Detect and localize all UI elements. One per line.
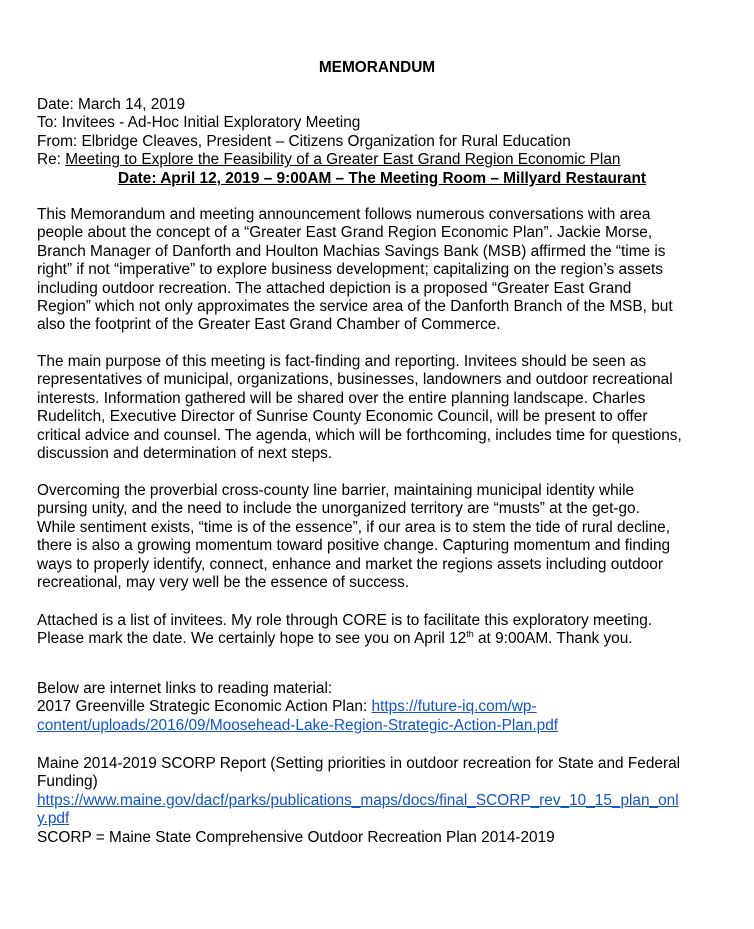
p1-line: including outdoor recreation. The attached depiction is a proposed “Greater East Grand <box>37 279 632 297</box>
scorp-label-cont: Funding) <box>37 773 98 791</box>
p1-line: Branch Manager of Danforth and Houlton Machias Savings Bank (MSB) affirmed the “time is <box>37 242 666 260</box>
greenville-entry-cont <box>37 717 727 735</box>
links-intro: Below are internet links to reading material: <box>37 680 333 697</box>
scorp-link-cont[interactable]: y.pdf <box>37 810 70 828</box>
memo-from: From: Elbridge Cleaves, President – Citizens Organization for Rural Education <box>37 132 571 150</box>
p1-line: also the footprint of the Greater East Grand Chamber of Commerce. <box>37 316 501 334</box>
p1-line: This Memorandum and meeting announcement follows numerous conversations with area <box>37 206 651 223</box>
greenville-label: 2017 Greenville Strategic Economic Action Plan: <box>37 698 372 716</box>
scorp-link-line <box>37 792 727 810</box>
p4-line <box>37 630 727 648</box>
p3-line: there is also a growing momentum toward positive change. Capturing momentum and finding <box>37 537 671 555</box>
p4-text: at 9:00AM. Thank you. <box>473 630 633 648</box>
memo-title: MEMORANDUM <box>318 59 436 76</box>
scorp-label: Maine 2014-2019 SCORP Report (Setting priorities in outdoor recreation for State and Federal <box>37 755 681 772</box>
re-prefix: Re: <box>37 151 66 169</box>
greenville-link-cont[interactable]: content/uploads/2016/09/Moosehead-Lake-Region-Strategic-Action-Plan.pdf <box>37 716 559 734</box>
p3-line: While sentiment exists, “time is of the essence”, if our area is to stem the tide of rural decline, <box>37 518 670 536</box>
paragraph-3 <box>37 482 727 592</box>
greenville-link[interactable]: https://future-iq.com/wp- <box>371 698 537 716</box>
paragraph-4 <box>37 612 727 649</box>
paragraph-1 <box>37 206 727 335</box>
meeting-date-line: Date: April 12, 2019 – 9:00AM – The Meeting Room – Millyard Restaurant <box>118 169 646 187</box>
scorp-link-line-cont <box>37 810 727 828</box>
ordinal-suffix: th <box>466 629 474 640</box>
scorp-section <box>37 755 727 847</box>
p1-line: right” if not “imperative” to explore business development; capitalizing on the region’s assets <box>37 261 663 279</box>
p3-line: pursing unity, and the need to include the unorganized territory are “musts” at the get-go. <box>37 500 640 518</box>
greenville-entry <box>37 698 727 716</box>
p3-line: ways to properly identify, connect, enhance and market the regions assets including outdoor <box>37 555 663 573</box>
scorp-link[interactable]: https://www.maine.gov/dacf/parks/publications_maps/docs/final_SCORP_rev_10_15_plan_onl <box>37 791 679 809</box>
p3-line: Overcoming the proverbial cross-county line barrier, maintaining municipal identity while <box>37 482 635 499</box>
p1-line: Region” which not only approximates the service area of the Danforth Branch of the MSB, but <box>37 298 673 316</box>
meeting-details <box>37 170 727 188</box>
p1-line: people about the concept of a “Greater East Grand Region Economic Plan”. Jackie Morse, <box>37 224 653 242</box>
p4-line: Attached is a list of invitees. My role through CORE is to facilitate this exploratory meeting. <box>37 612 653 629</box>
paragraph-2 <box>37 353 727 463</box>
scorp-definition: SCORP = Maine State Comprehensive Outdoor Recreation Plan 2014-2019 <box>37 828 555 846</box>
memo-re <box>37 151 727 169</box>
p2-line: Rudelitch, Executive Director of Sunrise County Economic Council, will be present to offer <box>37 408 648 426</box>
p2-line: interests. Information gathered will be shared over the entire planning landscape. Charles <box>37 389 646 407</box>
memo-to: To: Invitees - Ad-Hoc Initial Exploratory Meeting <box>37 114 361 132</box>
p3-line: recreational, may very well be the essence of success. <box>37 574 410 592</box>
p4-text: Please mark the date. We certainly hope to see you on April 12 <box>37 630 467 648</box>
reading-links <box>37 680 727 735</box>
memo-date: Date: March 14, 2019 <box>37 96 186 113</box>
p2-line: discussion and determination of next steps. <box>37 445 333 463</box>
re-subject: Meeting to Explore the Feasibility of a Greater East Grand Region Economic Plan <box>65 151 621 169</box>
p2-line: The main purpose of this meeting is fact-finding and reporting. Invitees should be seen as <box>37 353 647 370</box>
p2-line: critical advice and counsel. The agenda, which will be forthcoming, includes time for questions, <box>37 426 682 444</box>
p2-line: representatives of municipal, organizations, businesses, landowners and outdoor recreational <box>37 371 673 389</box>
memo-header <box>37 96 727 188</box>
